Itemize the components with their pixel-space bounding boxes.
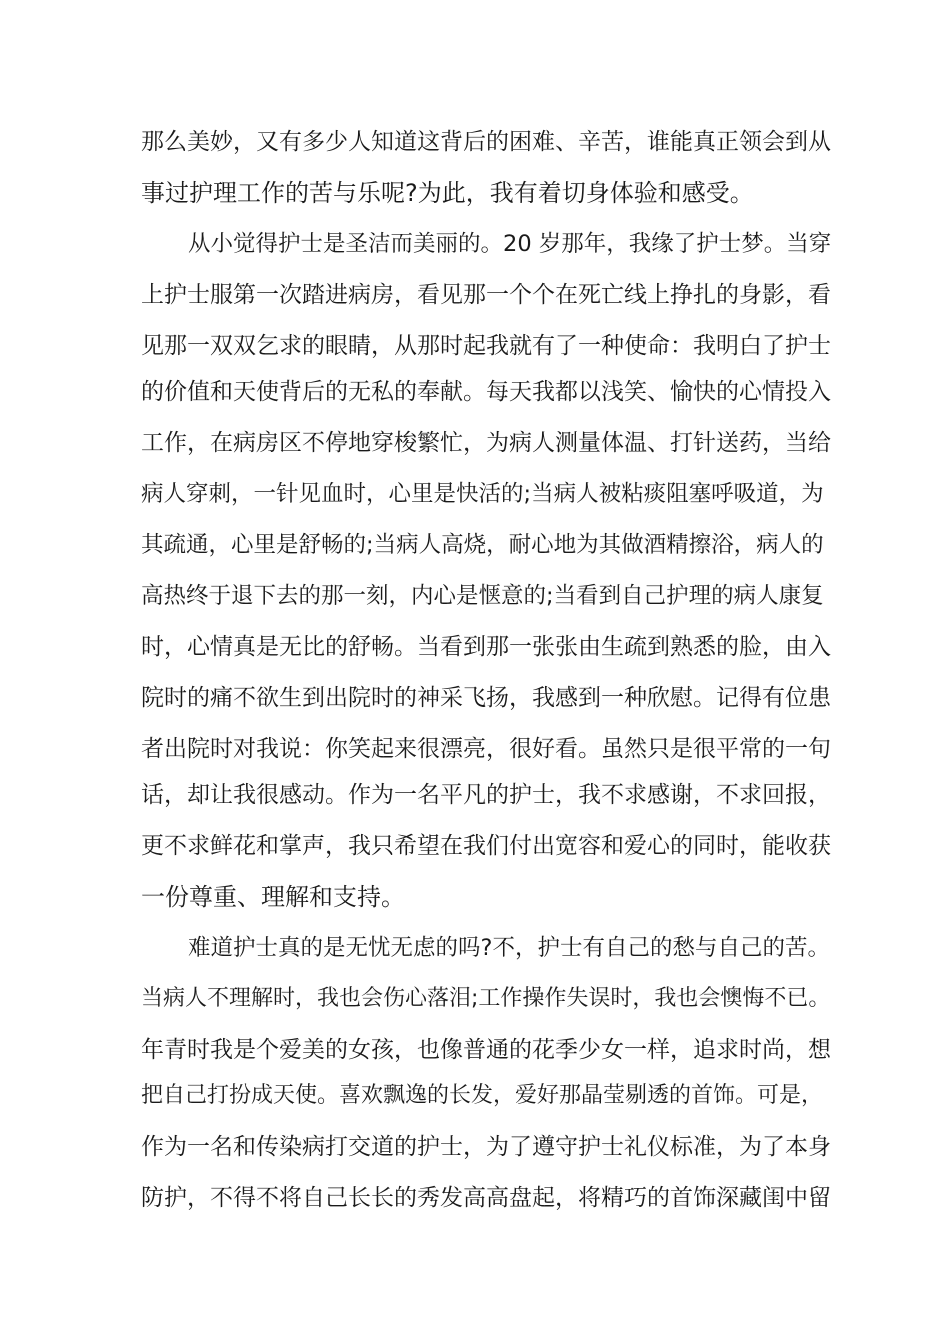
text-line: 院时的痛不欲生到出院时的神采飞扬，我感到一种欣慰。记得有位患 [141,685,831,711]
text-line: 更不求鲜花和掌声，我只希望在我们付出宽容和爱心的同时，能收获 [141,833,831,859]
text-line: 者出院时对我说：你笑起来很漂亮，很好看。虽然只是很平常的一句 [141,736,831,762]
text-line: 话，却让我很感动。作为一名平凡的护士，我不求感谢，不求回报， [141,782,831,808]
text-line: 把自己打扮成天使。喜欢飘逸的长发，爱好那晶莹剔透的首饰。可是， [141,1083,824,1108]
text-line: 从小觉得护士是圣洁而美丽的。20 岁那年，我缘了护士梦。当穿 [188,231,832,257]
text-line: 高热终于退下去的那一刻，内心是惬意的;当看到自己护理的病人康复 [141,583,824,609]
text-line: 见那一双双乞求的眼睛，从那时起我就有了一种使命：我明白了护士 [141,333,831,359]
text-line: 病人穿刺，一针见血时，心里是快活的;当病人被粘痰阻塞呼吸道，为 [141,481,824,507]
text-line: 作为一名和传染病打交道的护士，为了遵守护士礼仪标准，为了本身 [141,1134,831,1160]
text-line: 难道护士真的是无忧无虑的吗?不，护士有自己的愁与自己的苦。 [188,935,830,961]
text-line: 防护，不得不将自己长长的秀发高高盘起，将精巧的首饰深藏闺中留 [141,1185,831,1211]
text-line: 工作，在病房区不停地穿梭繁忙，为病人测量体温、打针送药，当给 [141,430,831,456]
text-line: 事过护理工作的苦与乐呢?为此，我有着切身体验和感受。 [141,179,754,207]
text-line: 一份尊重、理解和支持。 [141,883,405,911]
text-line: 的价值和天使背后的无私的奉献。每天我都以浅笑、愉快的心情投入 [141,379,831,405]
text-line: 年青时我是个爱美的女孩，也像普通的花季少女一样，追求时尚，想 [141,1037,831,1063]
text-line: 那么美妙，又有多少人知道这背后的困难、辛苦，谁能真正领会到从 [141,129,831,155]
text-line: 上护士服第一次踏进病房，看见那一个个在死亡线上挣扎的身影，看 [141,282,831,308]
text-line: 其疏通，心里是舒畅的;当病人高烧，耐心地为其做酒精擦浴，病人的 [141,532,824,558]
text-line: 时，心情真是无比的舒畅。当看到那一张张由生疏到熟悉的脸，由入 [141,634,831,660]
text-line: 当病人不理解时，我也会伤心落泪;工作操作失误时，我也会懊悔不已。 [141,986,831,1011]
